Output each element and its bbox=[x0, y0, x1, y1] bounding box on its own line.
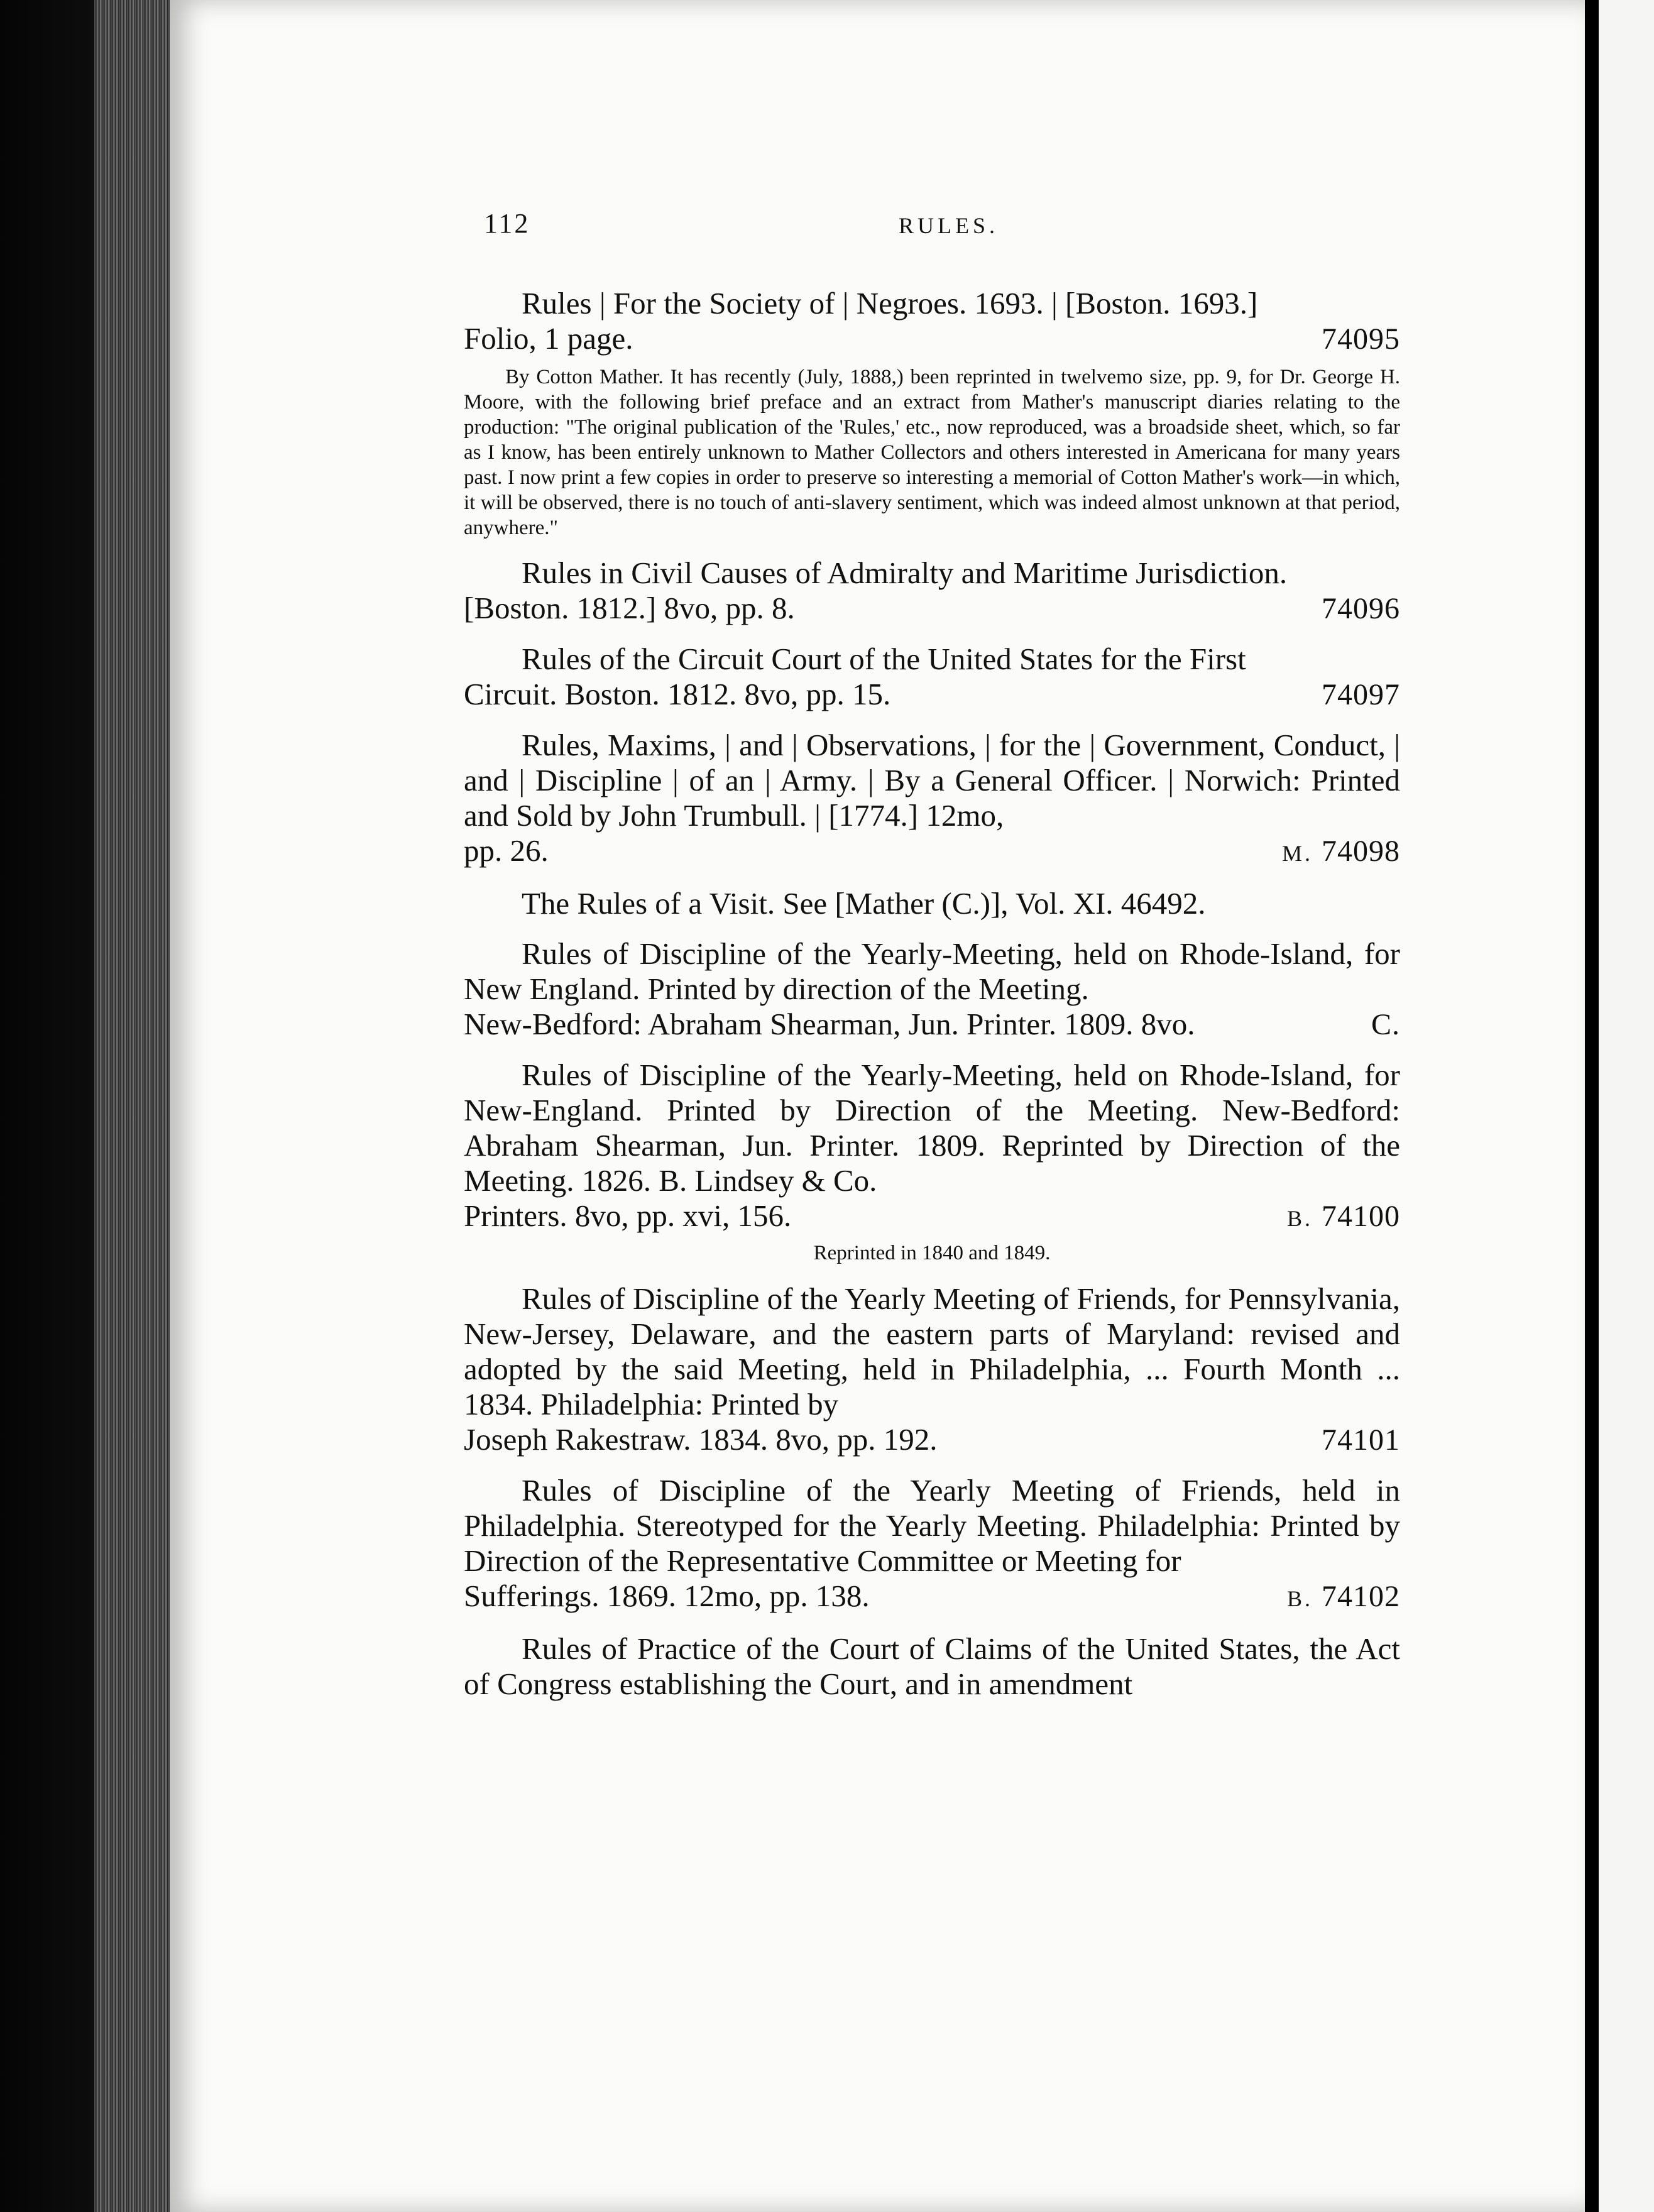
entry-title: Rules of the Circuit Court of the United States for the First bbox=[522, 642, 1246, 676]
entry-74097 bbox=[464, 642, 1400, 713]
entry-format: New-Bedford: Abraham Shearman, Jun. Printer. 1809. 8vo. bbox=[464, 1007, 1195, 1041]
entry-meta bbox=[464, 591, 1400, 627]
entry-format: Circuit. Boston. 1812. 8vo, pp. 15. bbox=[464, 677, 891, 711]
entry-title: Rules of Discipline of the Yearly-Meeting, held on Rhode-Island, for New-England. Printed by Direction of the Meeting. New-Bedford: Abraham Shearman, Jun. Printer. 1809. Reprinted by Direction of the Meeting. 1826. B. Lindsey & Co. bbox=[464, 1058, 1400, 1198]
entry-meta bbox=[464, 677, 1400, 713]
entry-meta bbox=[464, 1579, 1400, 1616]
entry-meta bbox=[464, 1422, 1400, 1458]
entry-cross-reference bbox=[464, 886, 1400, 921]
entry-number: 74097 bbox=[1322, 678, 1400, 711]
entry-number: C. bbox=[1371, 1008, 1400, 1041]
entry-title: Rules of Discipline of the Yearly Meeting of Friends, held in Philadelphia. Stereotyped for the Yearly Meeting. Philadelphia: Printed by Direction of the Representative Committee or Meeting for bbox=[464, 1473, 1400, 1578]
entry-format: Joseph Rakestraw. 1834. 8vo, pp. 192. bbox=[464, 1422, 938, 1457]
entry-number: 74100 bbox=[1322, 1200, 1400, 1233]
running-head: RULES. bbox=[899, 213, 999, 238]
entry-format: pp. 26. bbox=[464, 833, 549, 868]
entry-rules-practice bbox=[464, 1631, 1400, 1702]
entry-number: 74095 bbox=[1322, 322, 1400, 356]
entry-title: Rules of Practice of the Court of Claims of the United States, the Act of Congress establishing the Court, and in amendment bbox=[464, 1631, 1400, 1701]
entry-note: Reprinted in 1840 and 1849. bbox=[813, 1242, 1051, 1264]
entry-74095 bbox=[464, 286, 1400, 540]
entry-meta bbox=[464, 833, 1400, 871]
page-number: 112 bbox=[484, 208, 530, 239]
entry-title: Rules in Civil Causes of Admiralty and Maritime Jurisdiction. bbox=[522, 556, 1288, 590]
entry-meta bbox=[464, 321, 1400, 357]
entry-format: Folio, 1 page. bbox=[464, 321, 633, 356]
entry-format: Printers. 8vo, pp. xvi, 156. bbox=[464, 1198, 792, 1233]
entry-format: [Boston. 1812.] 8vo, pp. 8. bbox=[464, 591, 795, 625]
entry-title: The Rules of a Visit. See [Mather (C.)], Vol. XI. 46492. bbox=[522, 886, 1206, 921]
entry-title: Rules | For the Society of | Negroes. 1693. | [Boston. 1693.] bbox=[522, 286, 1258, 320]
entry-title: Rules, Maxims, | and | Observations, | for the | Government, Conduct, | and | Discipline | of an | Army. | By a General Officer. | Norwich: Printed and Sold by John Trumbull. | [1774.] 12mo, bbox=[464, 728, 1400, 833]
entry-format: Sufferings. 1869. 12mo, pp. 138. bbox=[464, 1579, 870, 1613]
entry-number: 74096 bbox=[1322, 592, 1400, 625]
entry-74100 bbox=[464, 1058, 1400, 1266]
entry-meta bbox=[464, 1198, 1400, 1236]
location-prefix: M. bbox=[1281, 841, 1313, 866]
location-prefix: B. bbox=[1286, 1586, 1313, 1611]
entry-title: Rules of Discipline of the Yearly-Meeting, held on Rhode-Island, for New England. Printed by direction of the Meeting. bbox=[464, 936, 1400, 1006]
entry-number: 74102 bbox=[1322, 1580, 1400, 1613]
entry-74102 bbox=[464, 1473, 1400, 1616]
location-prefix: B. bbox=[1286, 1206, 1313, 1231]
entry-note: By Cotton Mather. It has recently (July, 1888,) been reprinted in twelvemo size, pp. 9, for Dr. George H. Moore, with the following brief preface and an extract from Mather's manuscript diaries relating to the production: "The original publication of the 'Rules,' etc., now reproduced, was a broadside sheet, which, so far as I know, has been entirely unknown to Mather Collectors and others interested in Americana for many years past. I now print a few copies in order to preserve so interesting a memorial of Cotton Mather's work—in which, it will be observed, there is no touch of anti-slavery sentiment, which was indeed almost unknown at that period, anywhere." bbox=[464, 366, 1400, 539]
entry-74098 bbox=[464, 728, 1400, 871]
facing-page-edge bbox=[1599, 0, 1654, 2212]
entry-74096 bbox=[464, 556, 1400, 627]
entry-title: Rules of Discipline of the Yearly Meeting of Friends, for Pennsylvania, New-Jersey, Delaware, and the eastern parts of Maryland: revised and adopted by the said Meeting, held in Philadelphia, ... Fourth Month ... 1834. Philadelphia: Printed by bbox=[464, 1281, 1400, 1421]
entry-rules-discipline-1809 bbox=[464, 936, 1400, 1043]
page-edges bbox=[94, 0, 176, 2212]
gutter bbox=[1585, 0, 1599, 2212]
bibliography-entries bbox=[464, 286, 1400, 1717]
entry-number: 74098 bbox=[1322, 835, 1400, 868]
entry-number: 74101 bbox=[1322, 1423, 1400, 1457]
entry-meta bbox=[464, 1007, 1400, 1043]
entry-74101 bbox=[464, 1281, 1400, 1458]
